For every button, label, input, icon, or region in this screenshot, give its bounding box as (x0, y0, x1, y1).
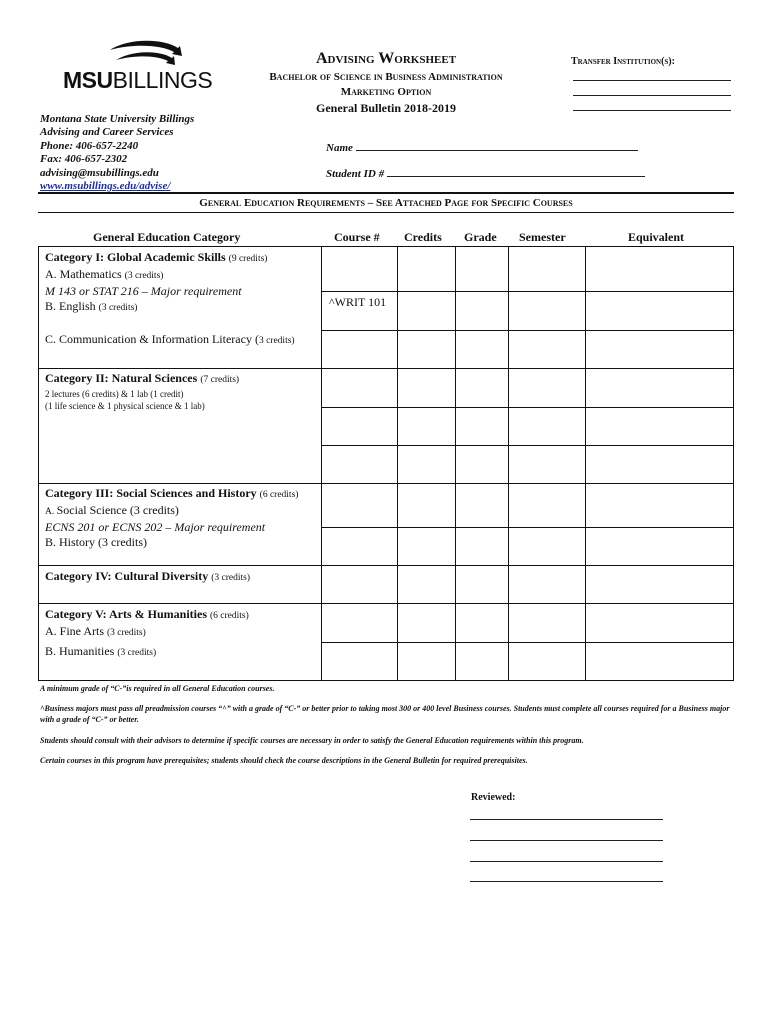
category-1: Category I: Global Academic Skills (9 credits) A. Mathematics (3 credits) M 143 or STAT 216 – Major requirement B. English (3 credits) (45, 250, 268, 313)
contact-block (40, 113, 194, 193)
category-5: Category V: Arts & Humanities (6 credits) A. Fine Arts (3 credits) (45, 607, 249, 638)
contact-university: Montana State University Billings (40, 113, 195, 125)
col-equivalent: Equivalent (628, 230, 685, 244)
reviewed-line-3[interactable] (470, 861, 663, 862)
category-2: Category II: Natural Sciences (7 credits) 2 lectures (6 credits) & 1 lab (1 credit) (1 life science & 1 physical science & 1 lab) (45, 371, 240, 411)
col-semester: Semester (519, 230, 566, 244)
note-prerequisites: Certain courses in this program have prerequisites; students should check the course descriptions in the General Bulletin for required prerequisites. (40, 756, 528, 765)
col-course: Course # (334, 230, 380, 244)
col-credits: Credits (404, 230, 442, 244)
contact-phone: Phone: 406-657-2240 (40, 139, 139, 152)
category-1-c: C. Communication & Information Literacy (3 credits) (45, 332, 295, 346)
contact-fax: Fax: 406-657-2302 (40, 153, 128, 166)
transfer-line-1[interactable] (573, 80, 731, 81)
advise-link[interactable]: www.msubillings.edu/advise/ (40, 180, 171, 193)
student-id-field[interactable] (326, 166, 645, 180)
name-field[interactable] (326, 140, 638, 154)
option-subtitle: Marketing Option (340, 86, 432, 98)
logo-text: MSUBILLINGS (63, 67, 213, 93)
reviewed-line-1[interactable] (470, 819, 663, 820)
contact-email: advising@msubillings.edu (40, 166, 159, 179)
reviewed-line-2[interactable] (470, 840, 663, 841)
reviewed-label: Reviewed: (471, 792, 516, 803)
col-category: General Education Category (93, 230, 241, 244)
transfer-line-3[interactable] (573, 110, 731, 111)
math-major-requirement: M 143 or STAT 216 – Major requirement (45, 284, 242, 298)
transfer-line-2[interactable] (573, 95, 731, 96)
note-preadmission: ^Business majors must pass all preadmission courses “^” with a grade of “C-” or better prior to taking most 300 or 400 level Business courses. Students must complete all courses required for a Business major with a grade of “C-” or better. (40, 704, 730, 724)
category-5-b: B. Humanities (3 credits) (45, 644, 157, 658)
student-id-label: Student ID # (326, 168, 385, 180)
category-3: Category III: Social Sciences and History (6 credits) A. Social Science (3 credits) ECNS 201 or ECNS 202 – Major requirement B. History (3 credits) (45, 486, 299, 549)
page-title: Advising Worksheet (315, 50, 457, 67)
contact-office: Advising and Career Services (40, 126, 174, 139)
reviewed-line-4[interactable] (470, 881, 663, 882)
col-grade: Grade (464, 230, 497, 244)
writ-101-course: ^WRIT 101 (329, 295, 387, 309)
category-4: Category IV: Cultural Diversity (3 credits) (45, 569, 250, 583)
note-consult: Students should consult with their advisors to determine if specific courses are necessary in order to satisfy the General Education requirements within this program. (40, 736, 584, 745)
name-label: Name (326, 142, 353, 154)
econ-major-requirement: ECNS 201 or ECNS 202 – Major requirement (45, 520, 266, 534)
transfer-institutions-label: Transfer Institution(s): (571, 56, 675, 67)
note-min-grade: A minimum grade of “C-”is required in all General Education courses. (40, 684, 275, 693)
section-heading: General Education Requirements – See Attached Page for Specific Courses (199, 197, 573, 209)
bulletin-year: General Bulletin 2018-2019 (316, 101, 456, 115)
degree-subtitle: Bachelor of Science in Business Administration (269, 71, 503, 83)
